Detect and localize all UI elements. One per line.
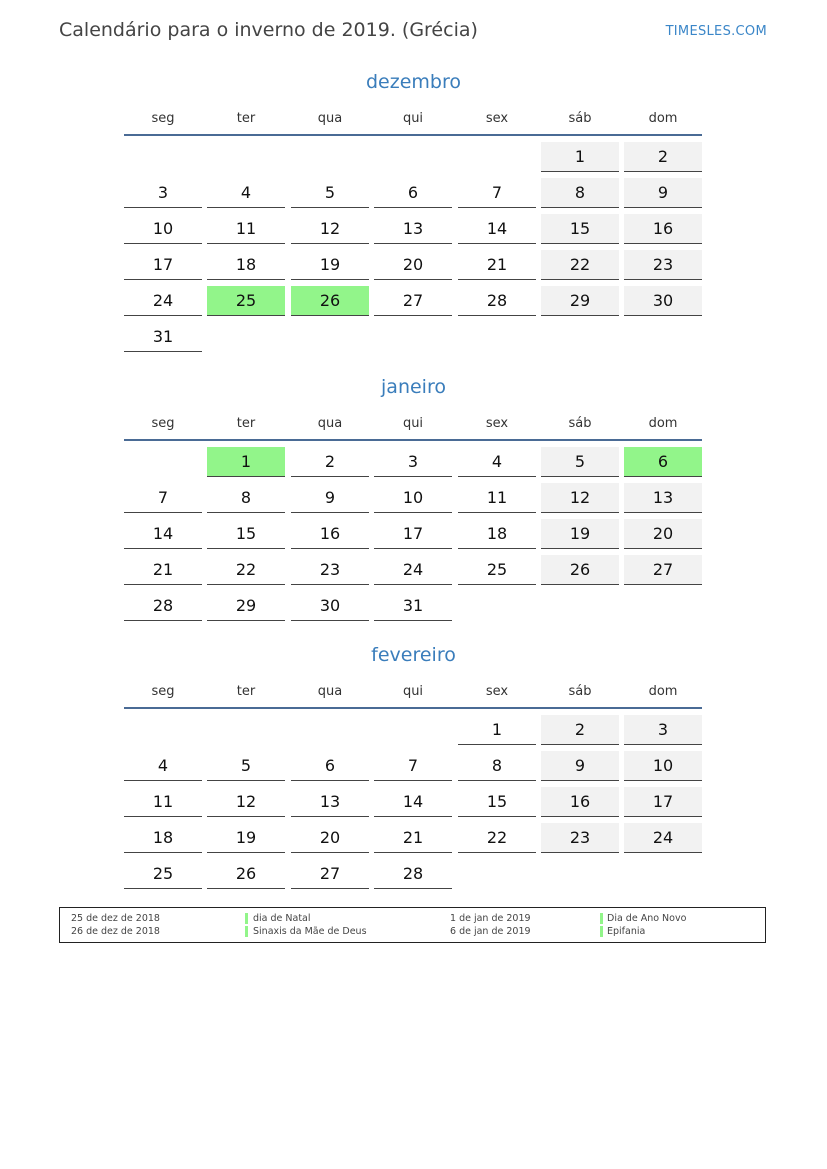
holiday-day-cell: 1 <box>207 447 285 477</box>
day-cell: 8 <box>207 483 285 513</box>
day-cell: 28 <box>374 859 452 889</box>
day-cell: 23 <box>291 555 369 585</box>
legend-date: 6 de jan de 2019 <box>450 926 531 937</box>
weekday-label: ter <box>236 416 256 431</box>
day-cell: 5 <box>291 178 369 208</box>
day-cell: 23 <box>624 250 702 280</box>
legend-holiday-name: dia de Natal <box>253 913 311 924</box>
day-cell: 13 <box>291 787 369 817</box>
day-cell: 26 <box>207 859 285 889</box>
day-cell: 3 <box>624 715 702 745</box>
day-cell: 11 <box>207 214 285 244</box>
legend-date: 26 de dez de 2018 <box>71 926 160 937</box>
day-cell: 1 <box>458 715 536 745</box>
day-cell: 3 <box>374 447 452 477</box>
day-cell: 17 <box>124 250 202 280</box>
day-cell: 13 <box>374 214 452 244</box>
day-cell: 18 <box>207 250 285 280</box>
day-cell: 16 <box>624 214 702 244</box>
day-cell: 31 <box>124 322 202 352</box>
weekday-label: seg <box>151 684 175 699</box>
day-cell: 15 <box>207 519 285 549</box>
month-title: janeiro <box>381 376 446 398</box>
day-cell: 16 <box>291 519 369 549</box>
legend-holiday-name: Dia de Ano Novo <box>607 913 687 924</box>
day-cell: 18 <box>458 519 536 549</box>
legend-holiday-name: Sinaxis da Mãe de Deus <box>253 926 367 937</box>
day-cell: 30 <box>624 286 702 316</box>
day-cell: 3 <box>124 178 202 208</box>
weekday-header <box>124 684 702 704</box>
weekday-label: dom <box>648 111 678 126</box>
month-title: fevereiro <box>371 644 456 666</box>
day-cell: 9 <box>541 751 619 781</box>
day-cell: 12 <box>207 787 285 817</box>
weekday-label: ter <box>236 111 256 126</box>
day-cell: 16 <box>541 787 619 817</box>
day-cell: 24 <box>124 286 202 316</box>
day-cell: 25 <box>458 555 536 585</box>
day-cell: 31 <box>374 591 452 621</box>
weekday-label: qui <box>402 416 424 431</box>
day-cell: 10 <box>624 751 702 781</box>
day-cell: 27 <box>624 555 702 585</box>
day-cell: 21 <box>374 823 452 853</box>
day-cell: 14 <box>458 214 536 244</box>
weekday-header <box>124 416 702 436</box>
day-cell: 12 <box>541 483 619 513</box>
day-cell: 22 <box>207 555 285 585</box>
day-cell: 24 <box>374 555 452 585</box>
day-cell: 8 <box>458 751 536 781</box>
weekday-label: sáb <box>568 111 592 126</box>
day-cell: 9 <box>624 178 702 208</box>
day-cell: 25 <box>124 859 202 889</box>
day-cell: 5 <box>541 447 619 477</box>
weekday-label: sex <box>485 416 509 431</box>
day-cell: 19 <box>291 250 369 280</box>
day-cell: 17 <box>624 787 702 817</box>
day-cell: 4 <box>124 751 202 781</box>
day-cell: 10 <box>374 483 452 513</box>
day-cell: 28 <box>458 286 536 316</box>
weekday-label: sex <box>485 684 509 699</box>
day-cell: 9 <box>291 483 369 513</box>
day-cell: 1 <box>541 142 619 172</box>
day-cell: 11 <box>124 787 202 817</box>
day-cell: 2 <box>541 715 619 745</box>
weekday-label: qui <box>402 111 424 126</box>
day-cell: 19 <box>207 823 285 853</box>
holiday-legend <box>59 907 766 943</box>
day-cell: 23 <box>541 823 619 853</box>
day-cell: 10 <box>124 214 202 244</box>
day-cell: 27 <box>291 859 369 889</box>
weekday-label: ter <box>236 684 256 699</box>
day-cell: 14 <box>124 519 202 549</box>
day-cell: 21 <box>124 555 202 585</box>
day-cell: 14 <box>374 787 452 817</box>
holiday-day-cell: 6 <box>624 447 702 477</box>
weekday-label: qua <box>317 684 343 699</box>
day-cell: 29 <box>541 286 619 316</box>
day-cell: 19 <box>541 519 619 549</box>
holiday-color-marker <box>600 926 603 937</box>
day-cell: 2 <box>624 142 702 172</box>
header-divider <box>124 707 702 709</box>
page-title: Calendário para o inverno de 2019. (Grécia) <box>59 19 478 41</box>
day-cell: 13 <box>624 483 702 513</box>
day-cell: 2 <box>291 447 369 477</box>
holiday-color-marker <box>245 913 248 924</box>
weekday-label: dom <box>648 684 678 699</box>
day-cell: 30 <box>291 591 369 621</box>
day-cell: 18 <box>124 823 202 853</box>
weekday-label: sáb <box>568 684 592 699</box>
weekday-label: qui <box>402 684 424 699</box>
weekday-header <box>124 111 702 131</box>
day-cell: 20 <box>624 519 702 549</box>
day-cell: 5 <box>207 751 285 781</box>
day-cell: 8 <box>541 178 619 208</box>
day-cell: 20 <box>291 823 369 853</box>
weekday-label: qua <box>317 111 343 126</box>
day-cell: 4 <box>458 447 536 477</box>
day-cell: 15 <box>541 214 619 244</box>
day-cell: 4 <box>207 178 285 208</box>
legend-date: 1 de jan de 2019 <box>450 913 531 924</box>
brand-link[interactable]: TIMESLES.COM <box>665 24 767 39</box>
day-cell: 28 <box>124 591 202 621</box>
day-cell: 21 <box>458 250 536 280</box>
day-cell: 20 <box>374 250 452 280</box>
day-cell: 26 <box>541 555 619 585</box>
day-cell: 29 <box>207 591 285 621</box>
holiday-color-marker <box>245 926 248 937</box>
day-cell: 6 <box>291 751 369 781</box>
day-cell: 22 <box>458 823 536 853</box>
day-cell: 22 <box>541 250 619 280</box>
holiday-color-marker <box>600 913 603 924</box>
day-cell: 17 <box>374 519 452 549</box>
legend-date: 25 de dez de 2018 <box>71 913 160 924</box>
day-cell: 7 <box>458 178 536 208</box>
day-cell: 7 <box>124 483 202 513</box>
day-cell: 6 <box>374 178 452 208</box>
day-cell: 15 <box>458 787 536 817</box>
day-cell: 24 <box>624 823 702 853</box>
month-title: dezembro <box>366 71 461 93</box>
weekday-label: dom <box>648 416 678 431</box>
weekday-label: sáb <box>568 416 592 431</box>
legend-holiday-name: Epifania <box>607 926 646 937</box>
header-divider <box>124 134 702 136</box>
weekday-label: qua <box>317 416 343 431</box>
holiday-day-cell: 25 <box>207 286 285 316</box>
day-cell: 12 <box>291 214 369 244</box>
weekday-label: seg <box>151 416 175 431</box>
day-cell: 27 <box>374 286 452 316</box>
weekday-label: seg <box>151 111 175 126</box>
weekday-label: sex <box>485 111 509 126</box>
day-cell: 11 <box>458 483 536 513</box>
header-divider <box>124 439 702 441</box>
day-cell: 7 <box>374 751 452 781</box>
holiday-day-cell: 26 <box>291 286 369 316</box>
